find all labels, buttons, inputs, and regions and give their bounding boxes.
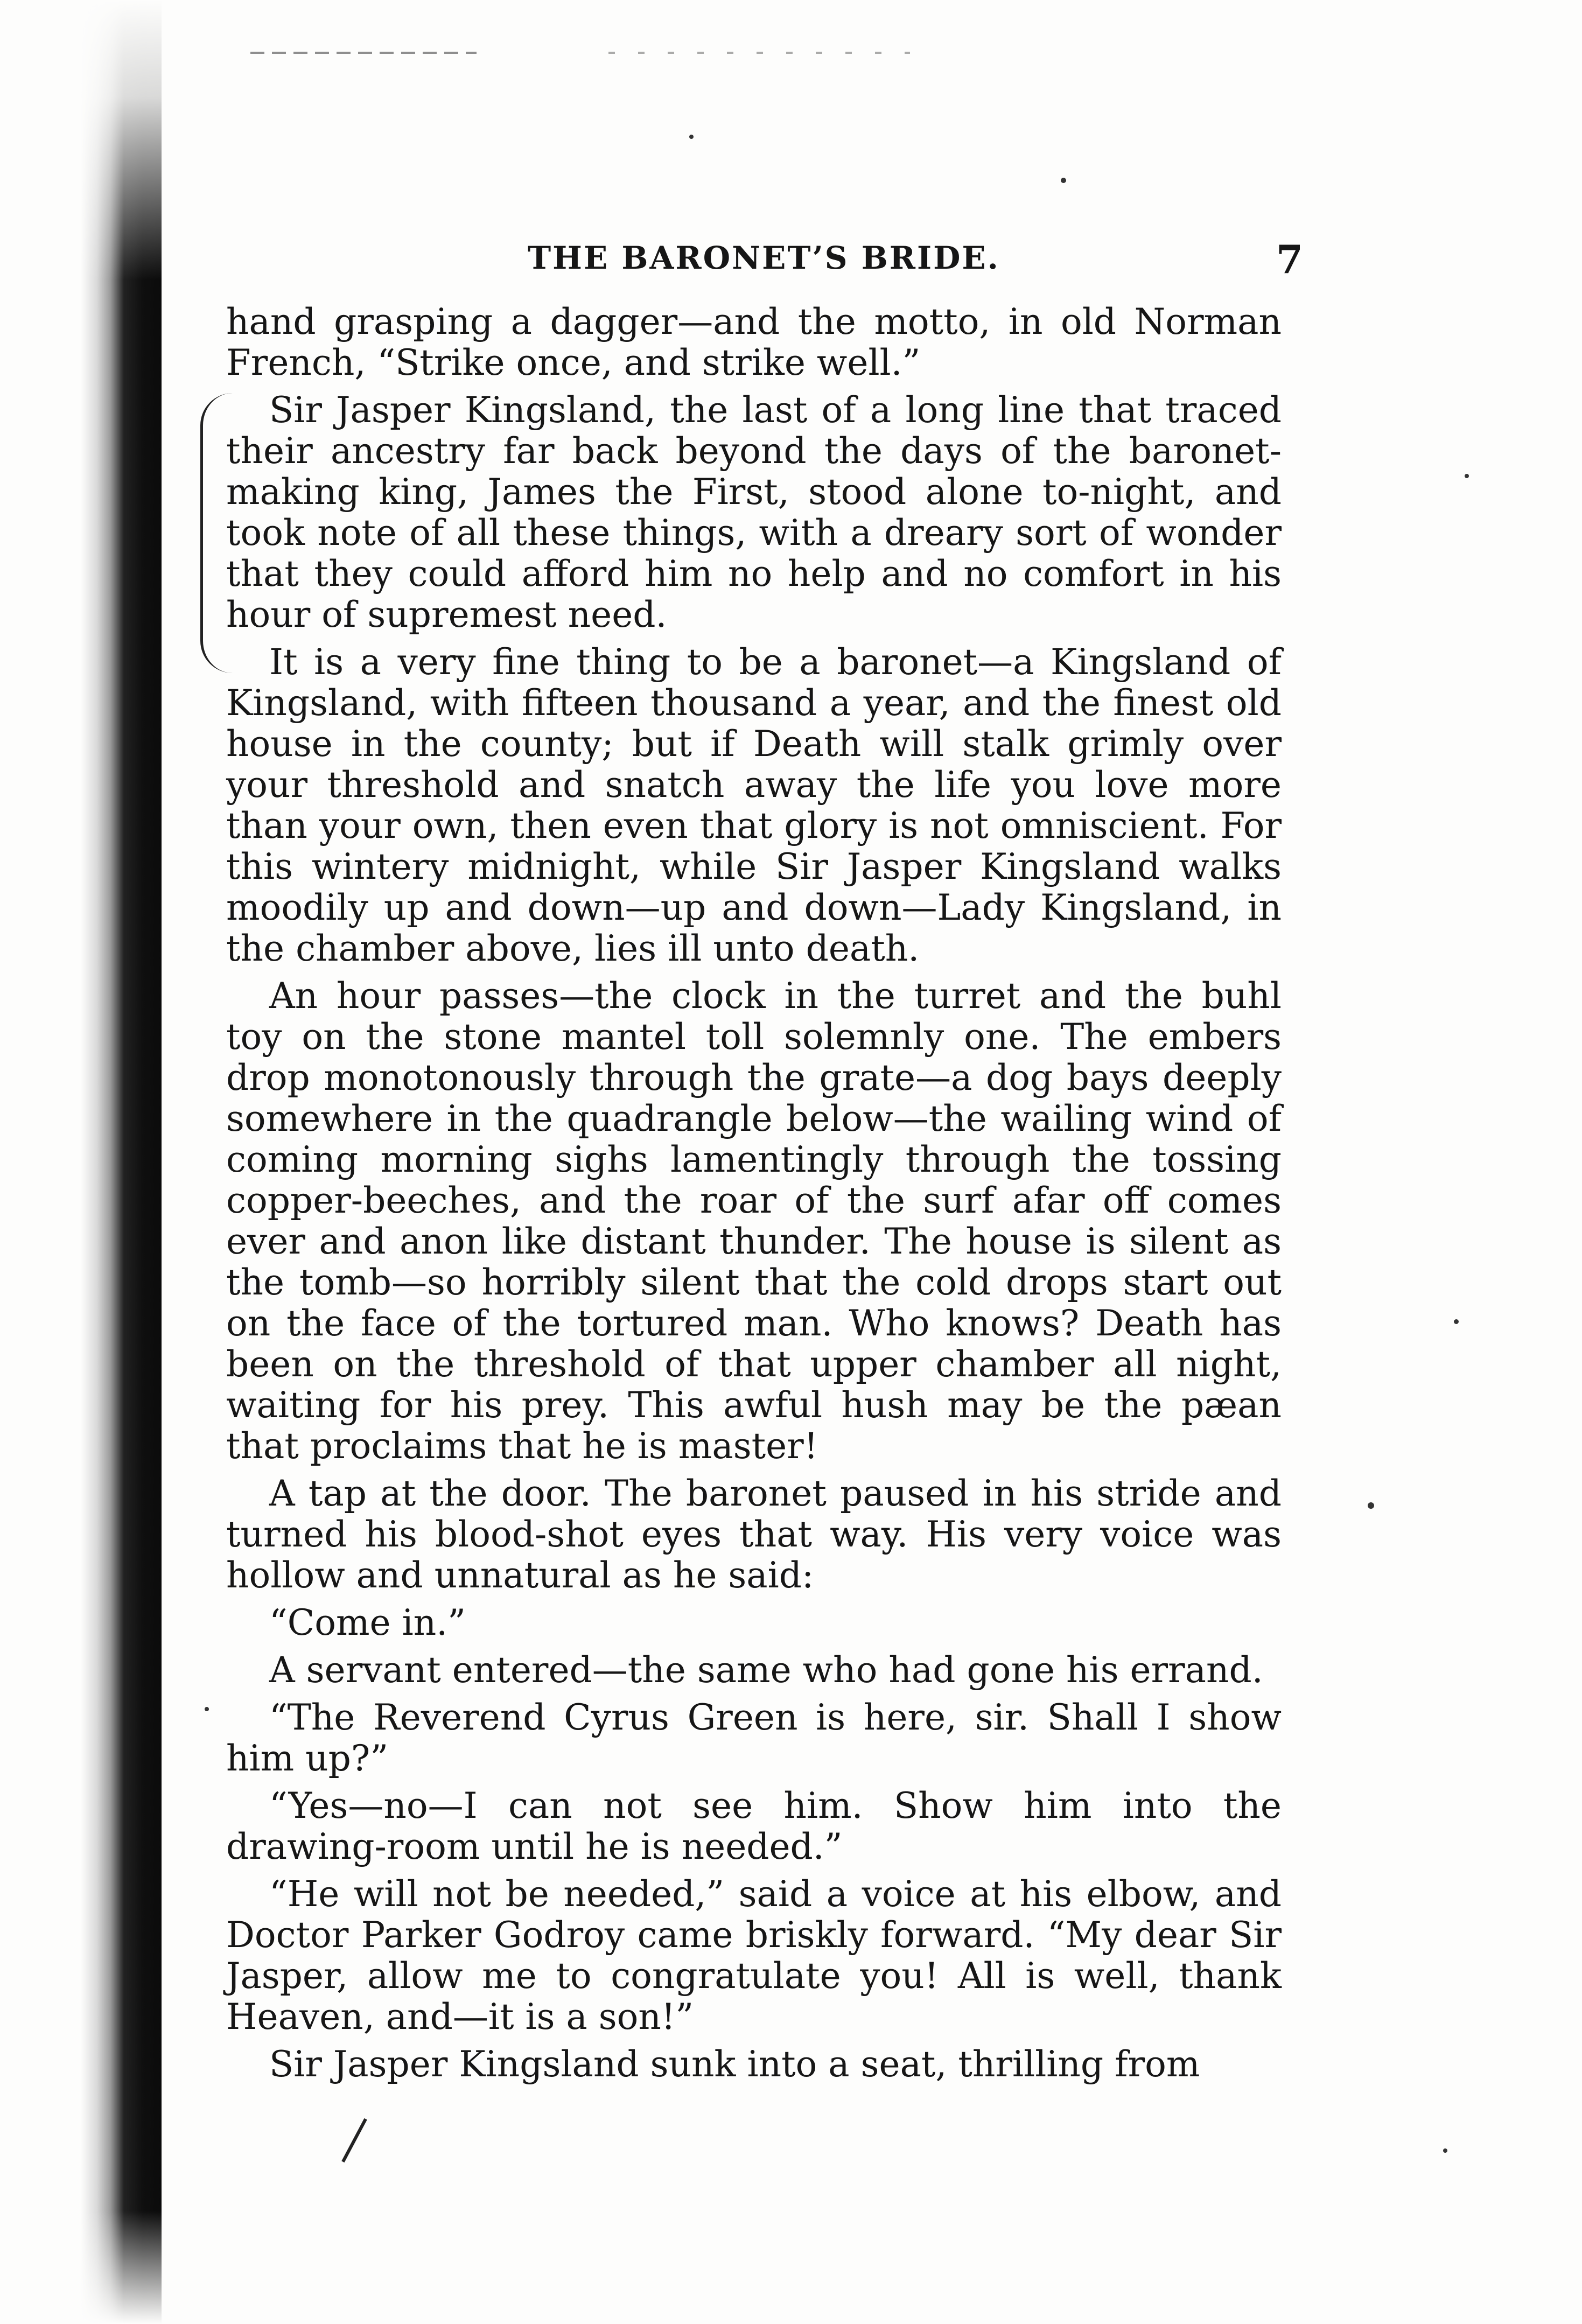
running-title: THE BARONET’S BRIDE. (528, 240, 1000, 276)
page-binding-shadow (0, 0, 162, 2324)
scan-speck (689, 135, 694, 139)
page-binding-shadow-fade-top (0, 0, 162, 280)
paragraph: A tap at the door. The baronet paused in his stride and turned his blood-shot eyes that way. His very voice was hollow and unnatural as he said: (226, 1473, 1282, 1596)
scan-speck (1465, 474, 1469, 478)
page-header (226, 236, 1303, 283)
page-binding-shadow-fade-bottom (0, 2211, 162, 2324)
paragraph: “The Reverend Cyrus Green is here, sir. Shall I show him up?” (226, 1697, 1282, 1779)
paragraph: A servant entered—the same who had gone his errand. (269, 1649, 1263, 1691)
paragraph: hand grasping a dagger—and the motto, in old Norman French, “Strike once, and strike well.” (226, 301, 1282, 383)
scan-speck (205, 1707, 209, 1711)
body-text (226, 302, 1282, 2122)
page-number: 7 (1276, 236, 1303, 282)
top-scan-artifact (250, 52, 477, 54)
top-scan-artifact-right (608, 52, 910, 54)
paragraph: Sir Jasper Kingsland, the last of a long line that traced their ancestry far back beyond the days of the baronet-making king, James the First, stood alone to-night, and took note of all these things, with a dreary sort of wonder that they could afford him no help and no comfort in his hour of supremest need. (226, 389, 1282, 635)
paragraph: “Yes—no—I can not see him. Show him into the drawing-room until he is needed.” (226, 1785, 1282, 1867)
paragraph: “Come in.” (269, 1602, 466, 1643)
scan-speck (1368, 1502, 1374, 1509)
paragraph: Sir Jasper Kingsland sunk into a seat, thrilling from (269, 2043, 1200, 2085)
paragraph: It is a very fine thing to be a baronet—a Kingsland of Kingsland, with fifteen thousand a year, and the finest old house in the county; but if Death will stalk grimly over your threshold and snatch away the life you love more than your own, then even that glory is not omniscient. For this wintery midnight, while Sir Jasper Kingsland walks moodily up and down—up and down—Lady Kingsland, in the chamber above, lies ill unto death. (226, 641, 1282, 969)
paragraph: An hour passes—the clock in the turret and the buhl toy on the stone mantel toll solemnly one. The embers drop monotonously through the grate—a dog bays deeply somewhere in the quadrangle below—the wailing wind of coming morning sighs lamentingly through the tossing copper-beeches, and the roar of the surf afar off comes ever and anon like distant thunder. The house is silent as the tomb—so horribly silent that the cold drops start out on the face of the tortured man. Who knows? Death has been on the threshold of that upper chamber all night, waiting for his prey. This awful hush may be the pæan that proclaims that he is master! (226, 975, 1282, 1467)
scan-speck (1443, 2148, 1447, 2153)
stray-pencil-mark (341, 2118, 367, 2162)
scan-speck (1454, 1319, 1459, 1324)
paragraph: “He will not be needed,” said a voice at his elbow, and Doctor Parker Godroy came briskly forward. “My dear Sir Jasper, allow me to congratulate you! All is well, thank Heaven, and—it is a son!” (226, 1873, 1282, 2038)
scan-speck (1061, 178, 1066, 183)
